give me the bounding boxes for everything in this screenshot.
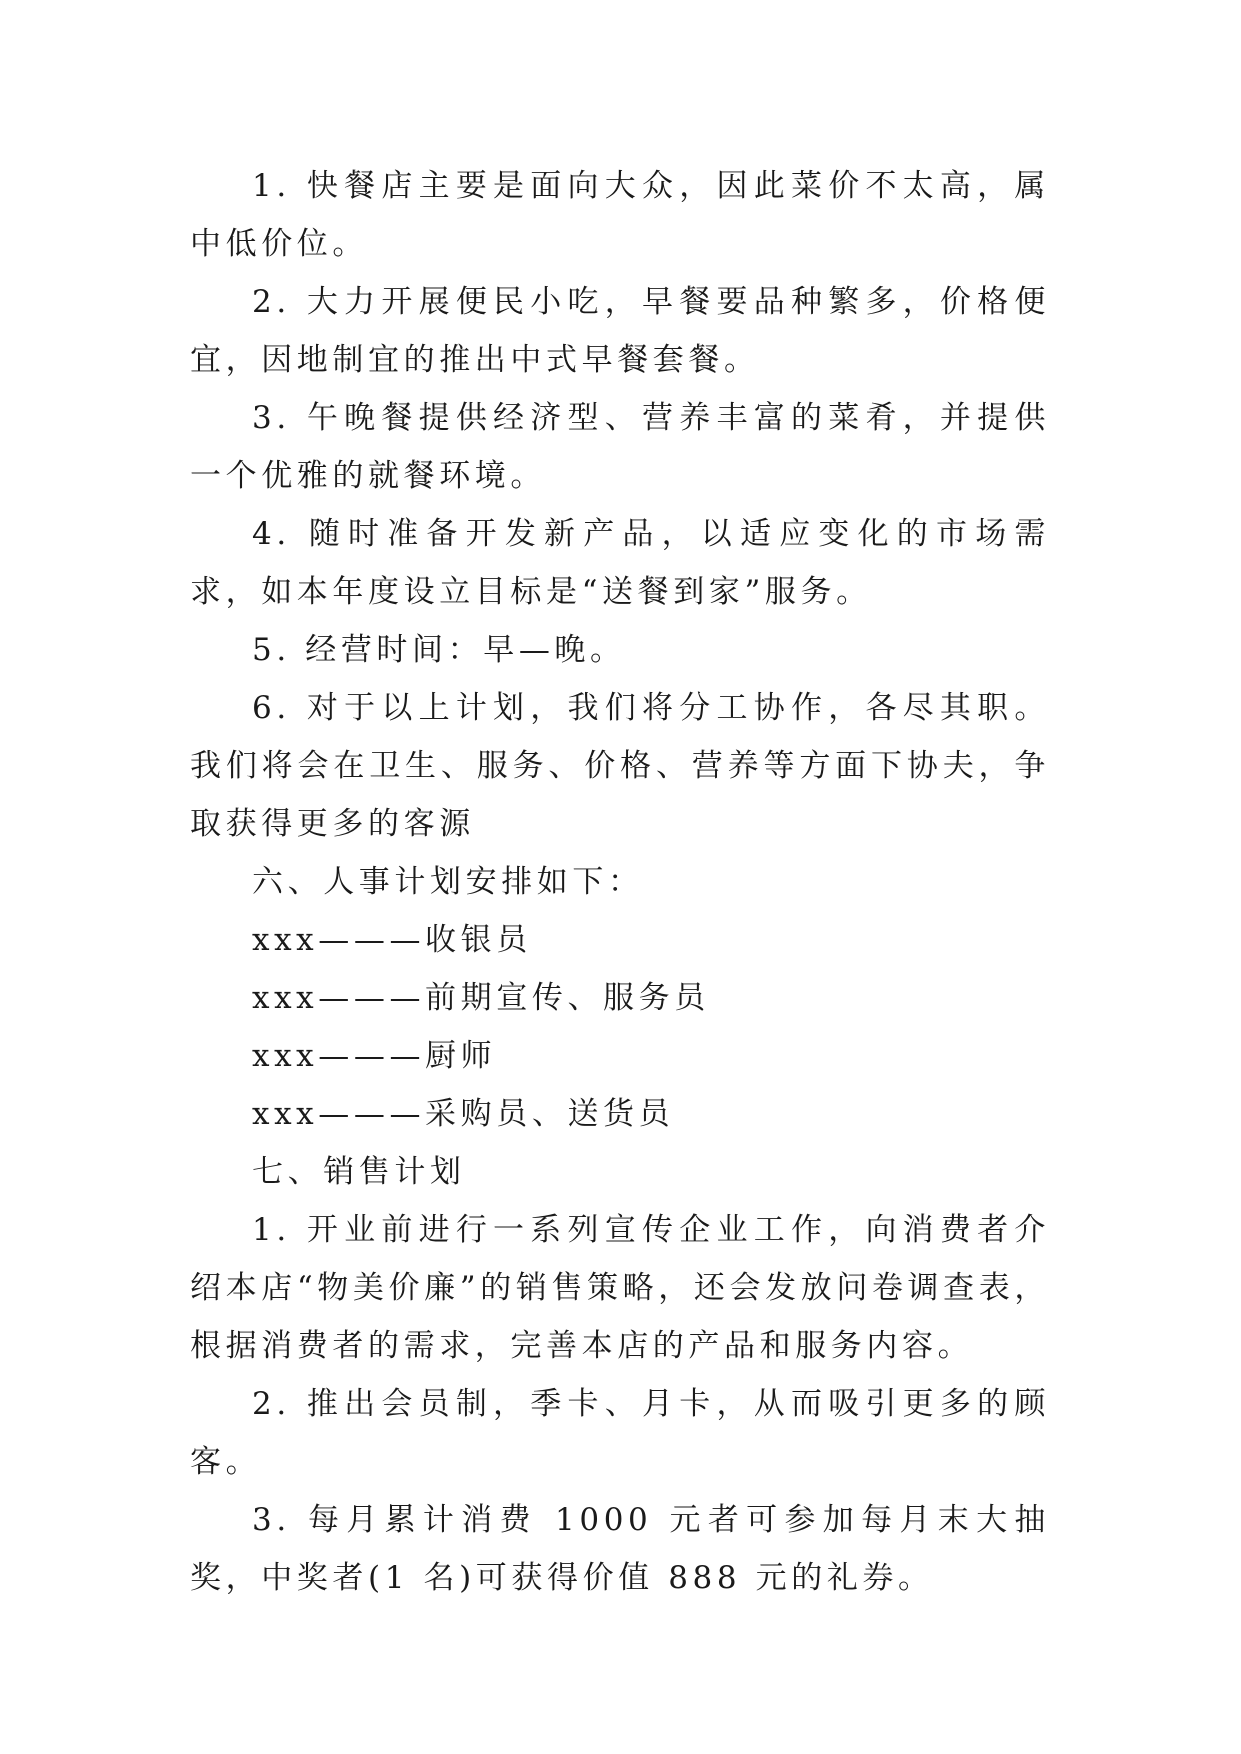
paragraph-cooperation: 6. 对于以上计划，我们将分工协作，各尽其职。我们将会在卫生、服务、价格、营养等方面下协夫，争取获得更多的客源 [190,690,1050,842]
document-body [190,157,1050,1607]
paragraph-new-products: 4. 随时准备开发新产品，以适应变化的市场需求，如本年度设立目标是“送餐到家”服务。 [190,516,1050,610]
staff-heading: 六、人事计划安排如下： [252,864,644,900]
paragraph-business-hours: 5. 经营时间：早—晚。 [252,632,626,668]
sales-paragraph-lottery: 3. 每月累计消费 1000 元者可参加每月末大抽奖，中奖者(1 名)可获得价值 888 元的礼券。 [190,1502,1050,1596]
staff-item: xxx———前期宣传、服务员 [252,980,710,1016]
staff-item: xxx———收银员 [252,922,532,958]
paragraph-breakfast: 2. 大力开展便民小吃，早餐要品种繁多，价格便宜，因地制宜的推出中式早餐套餐。 [190,284,1050,378]
sales-paragraph-promotion: 1. 开业前进行一系列宣传企业工作，向消费者介绍本店“物美价廉”的销售策略，还会发放问卷调查表，根据消费者的需求，完善本店的产品和服务内容。 [190,1212,1050,1364]
staff-item: xxx———厨师 [252,1038,497,1074]
paragraph-price-level: 1. 快餐店主要是面向大众，因此菜价不太高，属中低价位。 [190,168,1050,262]
sales-heading: 七、销售计划 [252,1154,466,1190]
paragraph-lunch-dinner: 3. 午晚餐提供经济型、营养丰富的菜肴，并提供一个优雅的就餐环境。 [190,400,1050,494]
staff-item: xxx———采购员、送货员 [252,1096,675,1132]
sales-paragraph-membership: 2. 推出会员制，季卡、月卡，从而吸引更多的顾客。 [190,1386,1050,1480]
